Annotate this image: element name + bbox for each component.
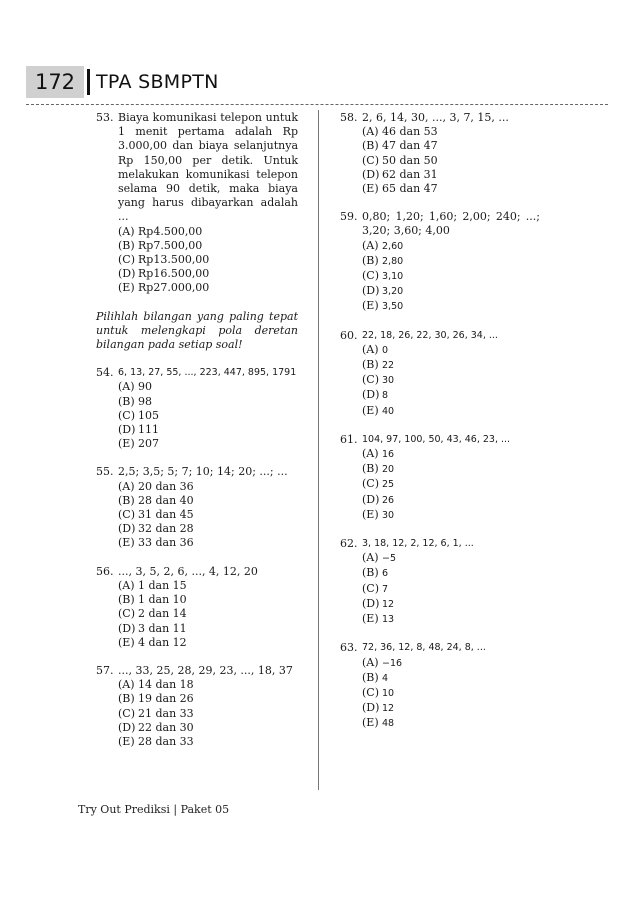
question-text: 2, 6, 14, 30, ..., 3, 7, 15, ... xyxy=(362,111,509,124)
question-text: 0,80; 1,20; 1,60; 2,00; 240; ...; 3,20; 3,60; 4,00 xyxy=(362,210,540,238)
option-a[interactable]: (A) 90 xyxy=(118,380,152,394)
option-b[interactable]: (B) 22 xyxy=(362,358,395,372)
question-59 xyxy=(340,210,540,314)
option-e[interactable]: (E) 33 dan 36 xyxy=(118,536,194,550)
question-number: 61. xyxy=(340,432,358,446)
question-58 xyxy=(340,111,540,196)
option-d[interactable]: (D) 62 dan 31 xyxy=(362,167,438,181)
option-e[interactable]: (E) 13 xyxy=(362,612,395,626)
option-c[interactable]: (C) 30 xyxy=(362,373,395,387)
question-60 xyxy=(340,329,540,419)
options-list xyxy=(96,380,298,451)
option-d[interactable]: (D) 32 dan 28 xyxy=(118,522,194,536)
option-a[interactable]: (A) 20 dan 36 xyxy=(118,479,194,493)
option-e[interactable]: (E) Rp27.000,00 xyxy=(118,281,210,295)
section-instruction: Pilihlah bilangan yang paling tepat untuk melengkapi pola deretan bilangan pada setiap soal! xyxy=(96,309,298,352)
options-list xyxy=(96,678,298,749)
option-e[interactable]: (E) 30 xyxy=(362,507,395,521)
options-list xyxy=(96,579,298,650)
option-e[interactable]: (E) 4 dan 12 xyxy=(118,635,187,649)
page-header xyxy=(0,66,633,98)
option-a[interactable]: (A) −16 xyxy=(362,655,403,669)
question-number: 59. xyxy=(340,210,358,224)
option-b[interactable]: (B) 19 dan 26 xyxy=(118,692,194,706)
options-list xyxy=(340,551,540,627)
option-c[interactable]: (C) 50 dan 50 xyxy=(362,153,438,167)
left-column xyxy=(96,111,298,749)
options-list xyxy=(340,239,540,315)
right-column xyxy=(340,111,540,732)
option-a[interactable]: (A) −5 xyxy=(362,551,397,565)
question-number: 58. xyxy=(340,111,358,124)
option-b[interactable]: (B) 1 dan 10 xyxy=(118,593,187,607)
option-e[interactable]: (E) 3,50 xyxy=(362,299,404,313)
question-number: 57. xyxy=(96,663,114,677)
options-list xyxy=(96,480,298,551)
question-number: 63. xyxy=(340,641,358,655)
question-text: 3, 18, 12, 2, 12, 6, 1, ... xyxy=(362,538,474,550)
option-a[interactable]: (A) 0 xyxy=(362,342,389,356)
option-d[interactable]: (D) 3 dan 11 xyxy=(118,621,187,635)
option-c[interactable]: (C) 31 dan 45 xyxy=(118,508,194,522)
option-d[interactable]: (D) Rp16.500,00 xyxy=(118,267,210,281)
question-text: 104, 97, 100, 50, 43, 46, 23, ... xyxy=(362,433,511,445)
question-number: 56. xyxy=(96,564,114,578)
option-d[interactable]: (D) 12 xyxy=(362,701,395,715)
option-d[interactable]: (D) 111 xyxy=(118,423,159,437)
options-list xyxy=(340,447,540,523)
option-a[interactable]: (A) 1 dan 15 xyxy=(118,578,187,592)
question-number: 62. xyxy=(340,537,358,551)
options-list xyxy=(96,225,298,296)
option-c[interactable]: (C) 2 dan 14 xyxy=(118,607,187,621)
option-c[interactable]: (C) 21 dan 33 xyxy=(118,706,194,720)
option-b[interactable]: (B) 20 xyxy=(362,462,395,476)
question-text: 2,5; 3,5; 5; 7; 10; 14; 20; ...; ... xyxy=(118,465,288,479)
option-b[interactable]: (B) 6 xyxy=(362,566,389,580)
question-57 xyxy=(96,664,298,749)
option-e[interactable]: (E) 65 dan 47 xyxy=(362,182,438,196)
question-56 xyxy=(96,565,298,650)
question-62 xyxy=(340,537,540,627)
question-text: 22, 18, 26, 22, 30, 26, 34, ... xyxy=(362,329,498,341)
option-c[interactable]: (C) 105 xyxy=(118,408,159,422)
question-number: 55. xyxy=(96,465,114,479)
option-c[interactable]: (C) 7 xyxy=(362,581,389,595)
option-b[interactable]: (B) 98 xyxy=(118,394,152,408)
question-53 xyxy=(96,111,298,296)
option-a[interactable]: (A) 2,60 xyxy=(362,238,404,252)
page-number: 172 xyxy=(26,66,84,98)
column-divider xyxy=(318,110,319,790)
option-c[interactable]: (C) 25 xyxy=(362,477,395,491)
header-dashed-rule xyxy=(26,104,608,105)
question-number: 53. xyxy=(96,111,114,124)
option-b[interactable]: (B) 47 dan 47 xyxy=(362,139,438,153)
question-text: ..., 3, 5, 2, 6, ..., 4, 12, 20 xyxy=(118,564,258,578)
option-d[interactable]: (D) 12 xyxy=(362,596,395,610)
options-list xyxy=(340,343,540,419)
question-number: 60. xyxy=(340,328,358,342)
option-e[interactable]: (E) 48 xyxy=(362,716,395,730)
option-e[interactable]: (E) 28 dan 33 xyxy=(118,734,194,748)
option-a[interactable]: (A) 16 xyxy=(362,447,395,461)
option-c[interactable]: (C) 10 xyxy=(362,685,395,699)
question-number: 54. xyxy=(96,366,114,380)
option-b[interactable]: (B) 4 xyxy=(362,670,389,684)
options-list xyxy=(340,656,540,732)
option-a[interactable]: (A) 46 dan 53 xyxy=(362,125,438,139)
question-55 xyxy=(96,465,298,550)
option-d[interactable]: (D) 3,20 xyxy=(362,284,404,298)
option-b[interactable]: (B) Rp7.500,00 xyxy=(118,238,203,252)
option-c[interactable]: (C) Rp13.500,00 xyxy=(118,253,210,267)
question-text: ..., 33, 25, 28, 29, 23, ..., 18, 37 xyxy=(118,663,293,677)
question-text: Biaya komunikasi telepon untuk 1 menit pertama adalah Rp 3.000,00 dan biaya selanjutnya Rp 150,00 per detik. Untuk melakukan komunikasi telepon selama 90 detik, maka biaya yang harus dibayarkan adalah ... xyxy=(118,111,298,224)
option-e[interactable]: (E) 40 xyxy=(362,403,395,417)
question-61 xyxy=(340,433,540,523)
option-b[interactable]: (B) 2,80 xyxy=(362,253,404,267)
option-a[interactable]: (A) 14 dan 18 xyxy=(118,678,194,692)
book-title: TPA SBMPTN xyxy=(96,71,219,93)
question-63 xyxy=(340,641,540,731)
question-text: 6, 13, 27, 55, ..., 223, 447, 895, 1791 xyxy=(118,367,297,379)
question-text: 72, 36, 12, 8, 48, 24, 8, ... xyxy=(362,642,486,654)
header-divider xyxy=(87,69,90,95)
option-c[interactable]: (C) 3,10 xyxy=(362,269,404,283)
options-list xyxy=(340,125,540,196)
page-footer: Try Out Prediksi | Paket 05 xyxy=(78,803,230,816)
question-54 xyxy=(96,366,298,451)
option-d[interactable]: (D) 26 xyxy=(362,492,395,506)
option-d[interactable]: (D) 8 xyxy=(362,388,389,402)
option-d[interactable]: (D) 22 dan 30 xyxy=(118,720,194,734)
option-b[interactable]: (B) 28 dan 40 xyxy=(118,493,194,507)
option-e[interactable]: (E) 207 xyxy=(118,437,159,451)
option-a[interactable]: (A) Rp4.500,00 xyxy=(118,224,203,238)
